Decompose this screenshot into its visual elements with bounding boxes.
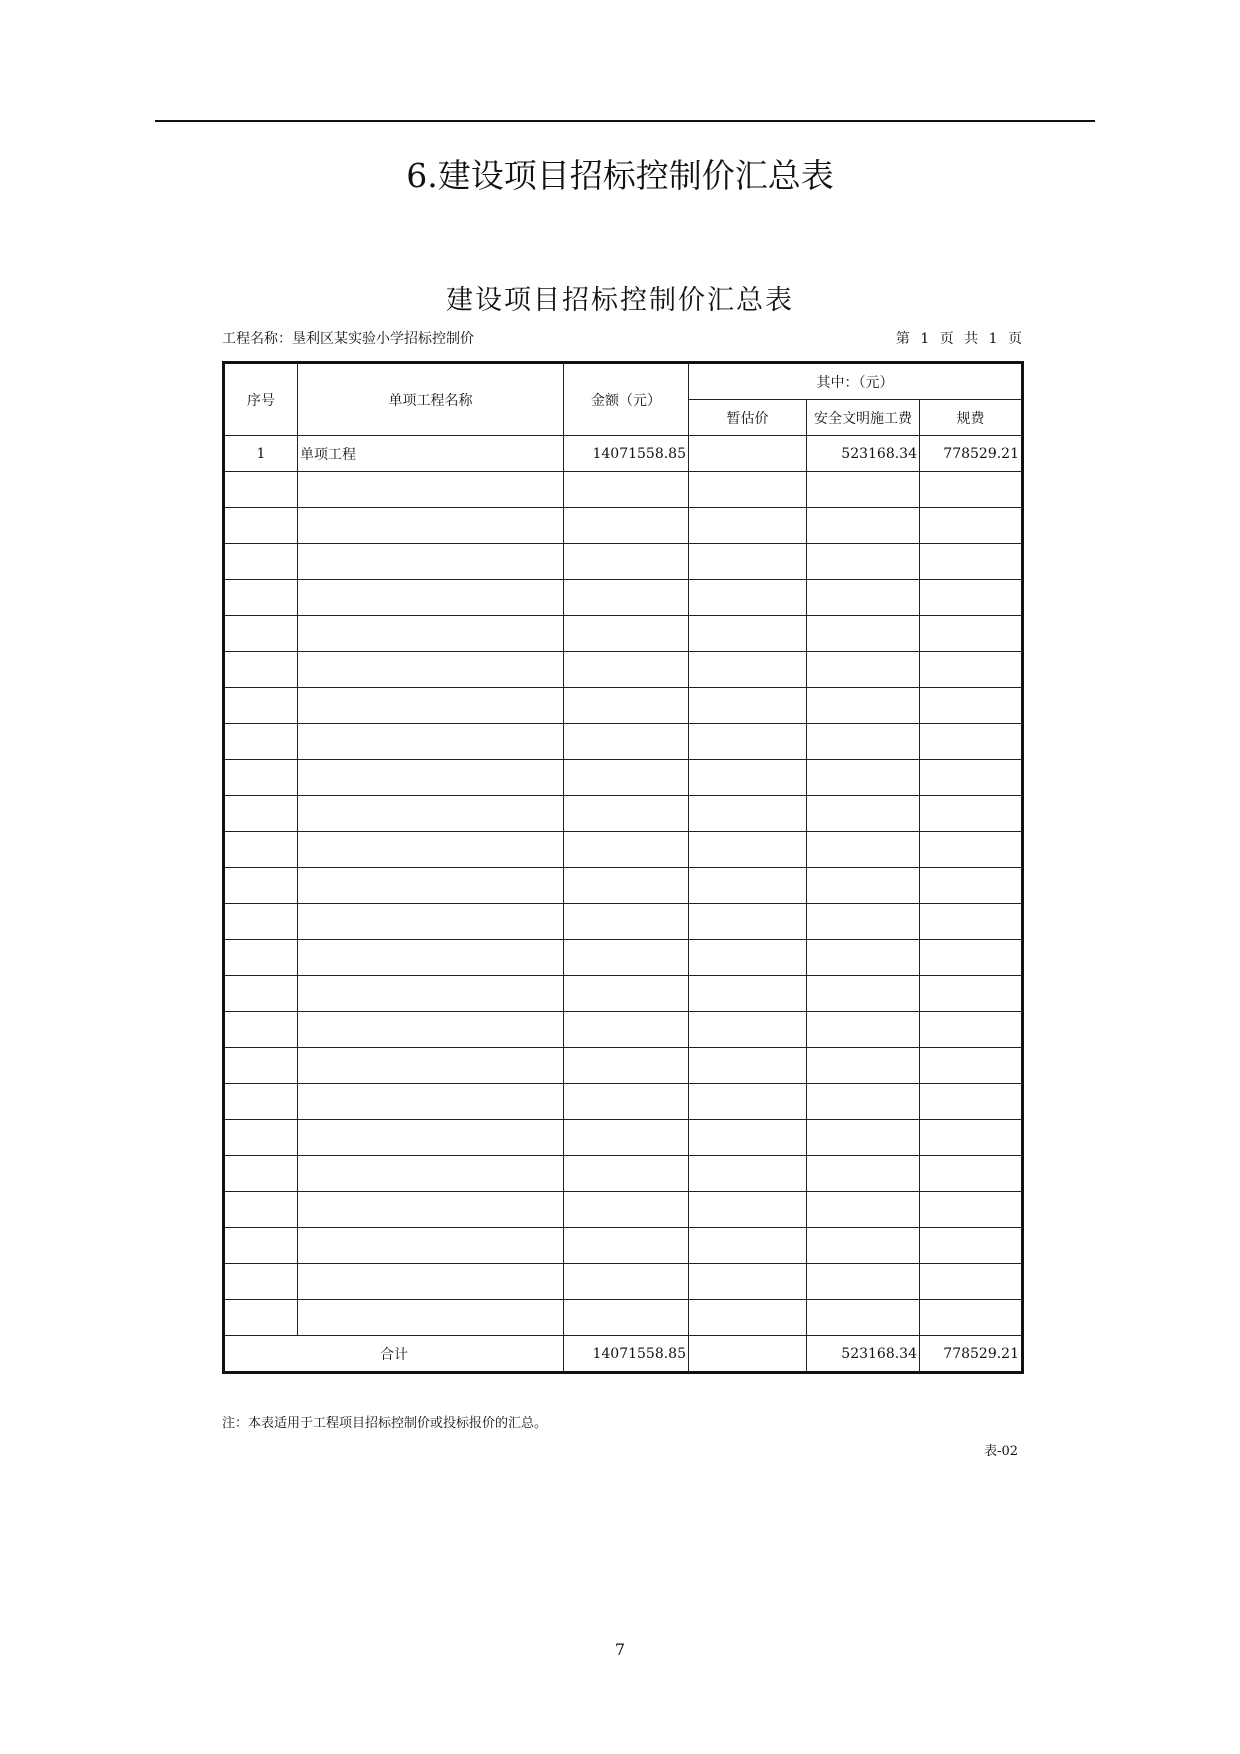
header-fees: 规费	[920, 400, 1023, 436]
table-row	[224, 616, 1023, 652]
cell-amount	[564, 796, 689, 832]
section-title: 6.建设项目招标控制价汇总表	[406, 156, 834, 195]
table-title: 建设项目招标控制价汇总表	[446, 285, 794, 316]
cell-index: 1	[224, 436, 298, 472]
cell-name	[298, 1156, 564, 1192]
cell-provisional	[689, 832, 807, 868]
cell-fees	[920, 472, 1023, 508]
table-row	[224, 868, 1023, 904]
cell-index	[224, 796, 298, 832]
cell-safety	[807, 616, 920, 652]
cell-amount	[564, 652, 689, 688]
cell-name	[298, 1048, 564, 1084]
cell-index	[224, 724, 298, 760]
cell-index	[224, 1012, 298, 1048]
table-row	[224, 832, 1023, 868]
cell-amount	[564, 904, 689, 940]
cell-index	[224, 868, 298, 904]
cell-index	[224, 940, 298, 976]
cell-safety	[807, 472, 920, 508]
cell-safety	[807, 1048, 920, 1084]
cell-name	[298, 904, 564, 940]
cell-provisional	[689, 868, 807, 904]
table-row	[224, 580, 1023, 616]
cell-fees	[920, 832, 1023, 868]
cell-safety	[807, 1228, 920, 1264]
project-name: 工程名称：垦利区某实验小学招标控制价	[222, 331, 474, 347]
cell-index	[224, 976, 298, 1012]
cell-index	[224, 508, 298, 544]
table-row	[224, 1156, 1023, 1192]
page-number: 7	[614, 1640, 626, 1659]
cell-provisional	[689, 976, 807, 1012]
header-amount: 金额（元）	[564, 363, 689, 436]
cell-provisional	[689, 1120, 807, 1156]
cell-provisional	[689, 580, 807, 616]
table-row	[224, 1192, 1023, 1228]
cell-safety	[807, 1012, 920, 1048]
header-provisional: 暂估价	[689, 400, 807, 436]
cell-fees	[920, 580, 1023, 616]
cell-fees	[920, 1300, 1023, 1336]
cell-amount	[564, 1156, 689, 1192]
table-row	[224, 508, 1023, 544]
cell-amount	[564, 760, 689, 796]
table-row	[224, 1012, 1023, 1048]
cell-safety	[807, 796, 920, 832]
cell-fees	[920, 1012, 1023, 1048]
table-row	[224, 688, 1023, 724]
cell-index	[224, 1300, 298, 1336]
cell-safety: 523168.34	[807, 436, 920, 472]
cell-name	[298, 544, 564, 580]
cell-name	[298, 760, 564, 796]
cell-index	[224, 1120, 298, 1156]
cell-safety	[807, 904, 920, 940]
cell-provisional	[689, 508, 807, 544]
cell-amount	[564, 976, 689, 1012]
header-safety: 安全文明施工费	[807, 400, 920, 436]
cell-amount	[564, 1012, 689, 1048]
table-row	[224, 1120, 1023, 1156]
cell-safety	[807, 1300, 920, 1336]
cell-fees	[920, 760, 1023, 796]
header-name: 单项工程名称	[298, 363, 564, 436]
cell-index	[224, 544, 298, 580]
table-row	[224, 652, 1023, 688]
cell-name: 单项工程	[298, 436, 564, 472]
cell-name	[298, 688, 564, 724]
cell-name	[298, 508, 564, 544]
cell-index	[224, 904, 298, 940]
cell-amount	[564, 616, 689, 652]
cell-safety	[807, 508, 920, 544]
cell-fees	[920, 688, 1023, 724]
cell-safety	[807, 544, 920, 580]
cell-fees	[920, 616, 1023, 652]
cell-name	[298, 1300, 564, 1336]
cell-safety	[807, 940, 920, 976]
cell-index	[224, 652, 298, 688]
cell-safety	[807, 688, 920, 724]
cell-fees	[920, 904, 1023, 940]
cell-provisional	[689, 1192, 807, 1228]
cell-name	[298, 1192, 564, 1228]
total-provisional	[689, 1336, 807, 1373]
cell-amount	[564, 1264, 689, 1300]
header-of-which: 其中：（元）	[689, 363, 1023, 400]
table-row	[224, 1300, 1023, 1336]
cell-safety	[807, 1264, 920, 1300]
cell-fees	[920, 796, 1023, 832]
cell-amount	[564, 1300, 689, 1336]
table-row	[224, 436, 1023, 472]
cell-fees	[920, 1264, 1023, 1300]
header-rule	[155, 120, 1095, 122]
cell-provisional	[689, 1156, 807, 1192]
cell-safety	[807, 832, 920, 868]
cell-name	[298, 472, 564, 508]
header-index: 序号	[224, 363, 298, 436]
cell-amount	[564, 832, 689, 868]
table-row	[224, 760, 1023, 796]
table-row	[224, 1048, 1023, 1084]
table-row	[224, 940, 1023, 976]
cell-name	[298, 1264, 564, 1300]
cell-index	[224, 832, 298, 868]
cell-amount	[564, 580, 689, 616]
cell-safety	[807, 760, 920, 796]
summary-table	[222, 361, 1024, 1374]
cell-provisional	[689, 652, 807, 688]
header-row	[224, 363, 1023, 400]
cell-amount	[564, 688, 689, 724]
page-info: 第 1 页 共 1 页	[895, 331, 1022, 347]
cell-amount	[564, 868, 689, 904]
table-row	[224, 904, 1023, 940]
cell-name	[298, 868, 564, 904]
table-row	[224, 796, 1023, 832]
cell-amount	[564, 940, 689, 976]
cell-provisional	[689, 436, 807, 472]
cell-name	[298, 1228, 564, 1264]
cell-index	[224, 688, 298, 724]
cell-amount	[564, 544, 689, 580]
cell-index	[224, 760, 298, 796]
cell-amount	[564, 1120, 689, 1156]
cell-safety	[807, 1156, 920, 1192]
cell-fees	[920, 940, 1023, 976]
table-row	[224, 1228, 1023, 1264]
cell-index	[224, 1084, 298, 1120]
cell-safety	[807, 868, 920, 904]
cell-name	[298, 580, 564, 616]
cell-fees	[920, 1228, 1023, 1264]
cell-provisional	[689, 940, 807, 976]
cell-amount	[564, 724, 689, 760]
cell-safety	[807, 1084, 920, 1120]
cell-amount	[564, 1048, 689, 1084]
table-row	[224, 724, 1023, 760]
cell-provisional	[689, 796, 807, 832]
cell-name	[298, 1084, 564, 1120]
cell-name	[298, 832, 564, 868]
cell-index	[224, 580, 298, 616]
cell-name	[298, 796, 564, 832]
cell-amount	[564, 1228, 689, 1264]
cell-provisional	[689, 1228, 807, 1264]
table-row	[224, 976, 1023, 1012]
cell-index	[224, 472, 298, 508]
total-safety: 523168.34	[807, 1336, 920, 1373]
cell-fees	[920, 1192, 1023, 1228]
cell-index	[224, 1228, 298, 1264]
cell-index	[224, 1048, 298, 1084]
cell-amount	[564, 508, 689, 544]
cell-index	[224, 1264, 298, 1300]
cell-provisional	[689, 1012, 807, 1048]
cell-provisional	[689, 544, 807, 580]
cell-name	[298, 724, 564, 760]
cell-fees	[920, 652, 1023, 688]
cell-name	[298, 652, 564, 688]
cell-name	[298, 1120, 564, 1156]
table-row	[224, 472, 1023, 508]
cell-provisional	[689, 472, 807, 508]
cell-fees: 778529.21	[920, 436, 1023, 472]
total-label: 合计	[224, 1336, 564, 1373]
cell-safety	[807, 976, 920, 1012]
cell-fees	[920, 508, 1023, 544]
total-amount: 14071558.85	[564, 1336, 689, 1373]
total-row	[224, 1336, 1023, 1373]
table-row	[224, 1264, 1023, 1300]
cell-provisional	[689, 616, 807, 652]
cell-provisional	[689, 904, 807, 940]
cell-amount: 14071558.85	[564, 436, 689, 472]
form-code: 表-02	[984, 1444, 1018, 1459]
cell-fees	[920, 544, 1023, 580]
cell-index	[224, 1192, 298, 1228]
cell-name	[298, 976, 564, 1012]
cell-fees	[920, 1048, 1023, 1084]
cell-fees	[920, 976, 1023, 1012]
cell-provisional	[689, 1300, 807, 1336]
cell-fees	[920, 868, 1023, 904]
cell-provisional	[689, 688, 807, 724]
cell-fees	[920, 1084, 1023, 1120]
cell-amount	[564, 1192, 689, 1228]
cell-safety	[807, 580, 920, 616]
table-row	[224, 544, 1023, 580]
cell-provisional	[689, 1084, 807, 1120]
cell-name	[298, 940, 564, 976]
cell-safety	[807, 1192, 920, 1228]
cell-provisional	[689, 1048, 807, 1084]
cell-safety	[807, 724, 920, 760]
cell-provisional	[689, 760, 807, 796]
footnote: 注：本表适用于工程项目招标控制价或投标报价的汇总。	[222, 1416, 548, 1431]
cell-fees	[920, 1156, 1023, 1192]
cell-amount	[564, 1084, 689, 1120]
cell-index	[224, 1156, 298, 1192]
cell-fees	[920, 724, 1023, 760]
cell-safety	[807, 1120, 920, 1156]
cell-fees	[920, 1120, 1023, 1156]
cell-name	[298, 1012, 564, 1048]
cell-index	[224, 616, 298, 652]
total-fees: 778529.21	[920, 1336, 1023, 1373]
cell-amount	[564, 472, 689, 508]
cell-safety	[807, 652, 920, 688]
cell-name	[298, 616, 564, 652]
cell-provisional	[689, 1264, 807, 1300]
table-row	[224, 1084, 1023, 1120]
cell-provisional	[689, 724, 807, 760]
